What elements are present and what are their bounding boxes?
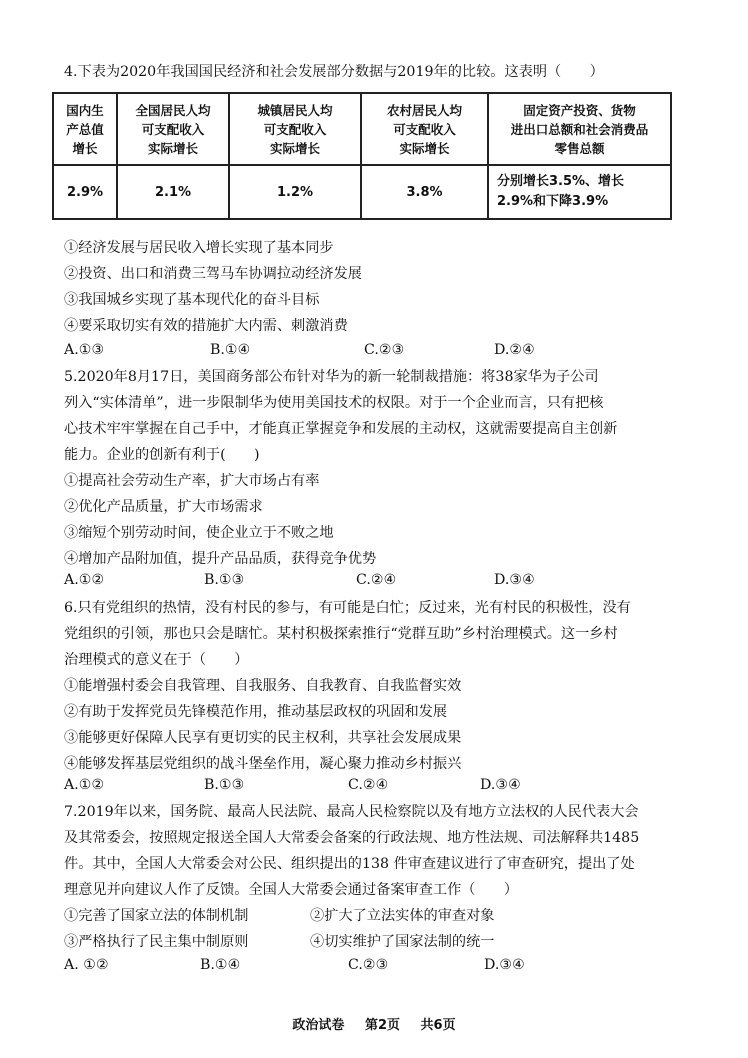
q7-item-1: ①完善了国家立法的体制机制 [64,908,249,924]
q4-item-2: ②投资、出口和消费三驾马车协调拉动经济发展 [64,266,362,282]
q7-item-4: ④切实维护了国家法制的统一 [310,934,495,950]
q7-stem-line-4: 理意见并向建议人作了反馈。全国人大常委会通过备案审查工作（ ） [64,882,519,898]
q5-options [64,572,684,592]
table-header-row [53,93,671,165]
q5-stem-line-2: 列入“实体清单”，进一步限制华为使用美国技术的权限。对于一个企业而言，只有把核 [64,395,604,411]
q4-option-d[interactable]: D.②④ [494,342,535,358]
header-national-income: 全国居民人均 可支配收入 实际增长 [117,93,229,165]
q6-item-1: ①能增强村委会自我管理、自我服务、自我教育、自我监督实效 [64,678,462,694]
footer-page-number: 第2页 [364,1018,400,1033]
q4-options [64,342,684,362]
value-investment-trade: 分别增长3.5%、增长 2.9%和下降3.9% [488,165,671,219]
q4-data-table [52,92,672,220]
value-gdp: 2.9% [53,165,117,219]
header-investment-trade: 固定资产投资、货物 进出口总额和社会消费品 零售总额 [488,93,671,165]
q7-stem-line-2: 及其常委会，按照规定报送全国人大常委会备案的行政法规、地方性法规、司法解释共1485 [64,830,640,846]
header-gdp: 国内生 产总值 增长 [53,93,117,165]
q5-stem-line-1: 5.2020年8月17日，美国商务部公布针对华为的新一轮制裁措施：将38家华为子公司 [64,369,599,385]
q7-item-2: ②扩大了立法实体的审查对象 [310,908,495,924]
q5-item-2: ②优化产品质量，扩大市场需求 [64,499,263,515]
q4-item-1: ①经济发展与居民收入增长实现了基本同步 [64,240,334,256]
q5-option-a[interactable]: A.①② [64,572,105,588]
q4-option-b[interactable]: B.①④ [210,342,251,358]
value-urban-income: 1.2% [229,165,361,219]
q7-stem-line-3: 件。其中，全国人大常委会对公民、组织提出的138 件审查建议进行了审查研究，提出了处 [64,856,635,872]
q7-option-b[interactable]: B.①④ [200,957,241,973]
q6-stem-line-3: 治理模式的意义在于（ ） [64,652,249,668]
q5-stem-line-4: 能力。企业的创新有利于( ) [64,447,260,463]
q6-options [64,777,684,797]
q5-stem-line-3: 心技术牢牢掌握在自己手中，才能真正掌握竞争和发展的主动权，这就需要提高自主创新 [64,421,618,437]
value-national-income: 2.1% [117,165,229,219]
q4-option-a[interactable]: A.①③ [64,342,105,358]
q7-options [64,957,684,977]
q6-item-4: ④能够发挥基层党组织的战斗堡垒作用，凝心聚力推动乡村振兴 [64,756,462,772]
page-footer [0,1014,748,1033]
q5-option-d[interactable]: D.③④ [494,572,535,588]
q4-item-3: ③我国城乡实现了基本现代化的奋斗目标 [64,292,320,308]
q6-option-b[interactable]: B.①③ [204,777,245,793]
q7-option-d[interactable]: D.③④ [484,957,525,973]
q4-item-4: ④要采取切实有效的措施扩大内需、刺激消费 [64,318,348,334]
value-rural-income: 3.8% [361,165,488,219]
q5-item-1: ①提高社会劳动生产率，扩大市场占有率 [64,473,320,489]
q4-stem: 4.下表为2020年我国国民经济和社会发展部分数据与2019年的比较。这表明（ ） [64,64,604,80]
footer-subject: 政治试卷 [292,1018,345,1033]
q6-option-a[interactable]: A.①② [64,777,105,793]
q6-option-d[interactable]: D.③④ [480,777,521,793]
q5-item-3: ③缩短个别劳动时间，使企业立于不败之地 [64,525,334,541]
q4-option-c[interactable]: C.②③ [364,342,405,358]
footer-total-pages: 共6页 [420,1018,456,1033]
q5-option-c[interactable]: C.②④ [356,572,397,588]
q6-stem-line-1: 6.只有党组织的热情，没有村民的参与，有可能是白忙；反过来，光有村民的积极性，没有 [64,600,631,616]
table-row [53,165,671,219]
q6-stem-line-2: 党组织的引领，那也只会是瞎忙。某村积极探索推行“党群互助”乡村治理模式。这一乡村 [64,626,618,642]
q7-stem-line-1: 7.2019年以来，国务院、最高人民法院、最高人民检察院以及有地方立法权的人民代表大会 [64,804,639,820]
header-rural-income: 农村居民人均 可支配收入 实际增长 [361,93,488,165]
q6-item-3: ③能够更好保障人民享有更切实的民主权利，共享社会发展成果 [64,730,462,746]
q6-option-c[interactable]: C.②④ [348,777,389,793]
q5-item-4: ④增加产品附加值，提升产品品质，获得竞争优势 [64,551,377,567]
q5-option-b[interactable]: B.①③ [204,572,245,588]
q6-item-2: ②有助于发挥党员先锋模范作用，推动基层政权的巩固和发展 [64,704,448,720]
header-urban-income: 城镇居民人均 可支配收入 实际增长 [229,93,361,165]
q7-item-3: ③严格执行了民主集中制原则 [64,934,249,950]
q7-option-c[interactable]: C.②③ [348,957,389,973]
q7-option-a[interactable]: A. ①② [64,957,109,973]
